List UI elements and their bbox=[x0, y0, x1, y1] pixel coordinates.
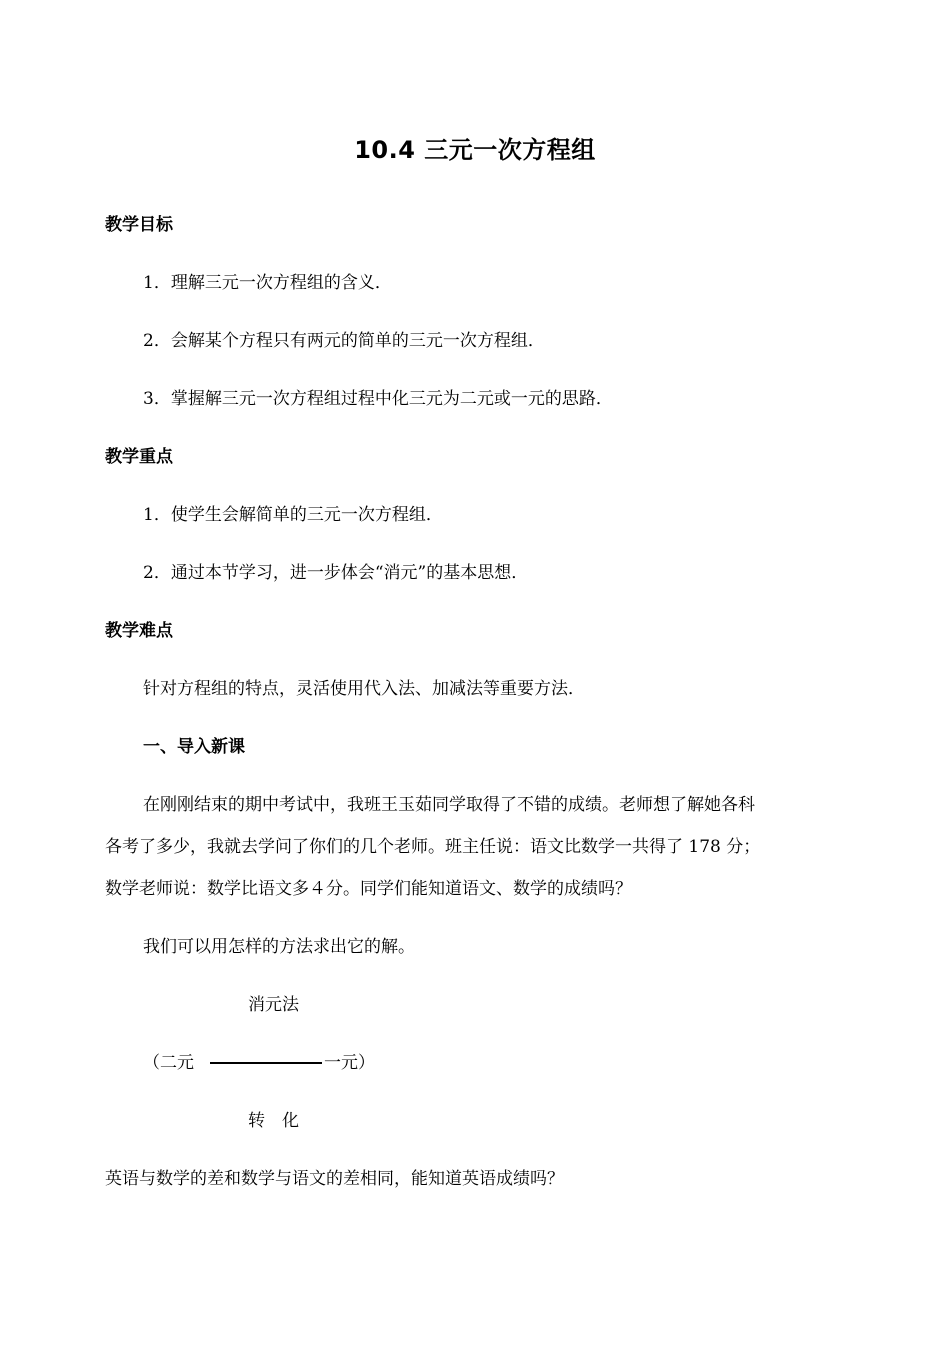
method-question: 我们可以用怎样的方法求出它的解。 bbox=[143, 937, 415, 957]
diagram-right-label: 一元） bbox=[324, 1053, 375, 1073]
objective-item-1: 1．理解三元一次方程组的含义． bbox=[143, 273, 392, 293]
diagram-top-label: 消元法 bbox=[248, 995, 299, 1015]
document-title: 10.4 三元一次方程组 bbox=[354, 136, 596, 164]
intro-heading: 一、导入新课 bbox=[143, 737, 245, 757]
diagram-dash-line bbox=[210, 1062, 322, 1064]
difficulties-text: 针对方程组的特点，灵活使用代入法、加减法等重要方法． bbox=[143, 679, 585, 699]
key-point-item-1: 1．使学生会解简单的三元一次方程组． bbox=[143, 505, 443, 525]
diagram-left-label: （二元 bbox=[143, 1053, 194, 1073]
difficulties-heading: 教学难点 bbox=[105, 621, 173, 641]
objectives-heading: 教学目标 bbox=[105, 215, 173, 235]
key-point-item-2: 2．通过本节学习，进一步体会“消元”的基本思想． bbox=[143, 563, 529, 583]
intro-paragraph-line-3: 数学老师说：数学比语文多４分。同学们能知道语文、数学的成绩吗？ bbox=[105, 879, 632, 899]
objective-item-2: 2．会解某个方程只有两元的简单的三元一次方程组． bbox=[143, 331, 545, 351]
diagram-arrow-row bbox=[143, 1048, 375, 1073]
key-points-heading: 教学重点 bbox=[105, 447, 173, 467]
objective-item-3: 3．掌握解三元一次方程组过程中化三元为二元或一元的思路． bbox=[143, 389, 613, 409]
intro-paragraph-line-2: 各考了多少，我就去学问了你们的几个老师。班主任说：语文比数学一共得了 178 分； bbox=[105, 837, 761, 857]
diagram-bottom-label: 转 化 bbox=[248, 1111, 299, 1131]
final-question: 英语与数学的差和数学与语文的差相同，能知道英语成绩吗？ bbox=[105, 1169, 564, 1189]
intro-paragraph-line-1: 在刚刚结束的期中考试中，我班王玉茹同学取得了不错的成绩。老师想了解她各科 bbox=[143, 795, 755, 815]
